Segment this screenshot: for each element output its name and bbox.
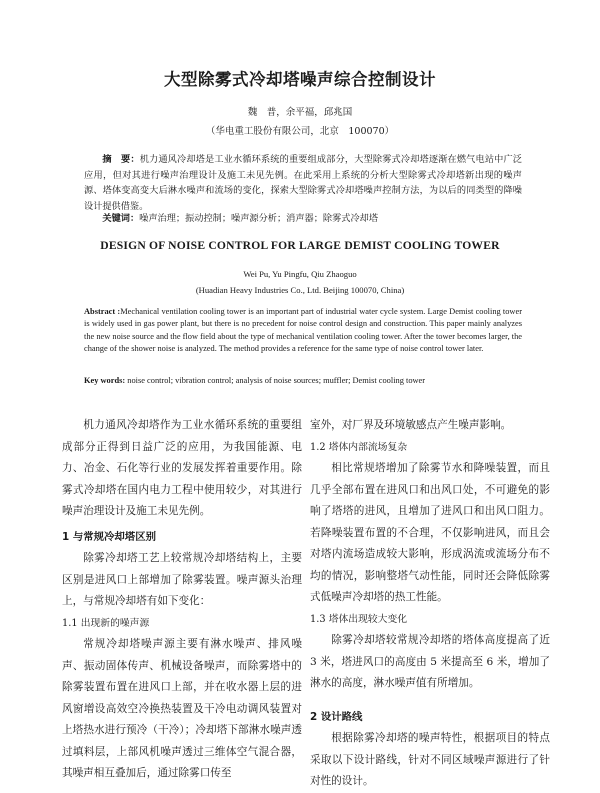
abstract-en-label: Abstract :	[84, 307, 121, 316]
section-1-1-heading: 1.1 出现新的噪声源	[62, 617, 150, 629]
abstract-cn-label: 摘 要：	[102, 154, 140, 165]
section-1-paragraph: 除雾冷却塔工艺上较常规冷却塔结构上，主要区别是进风口上部增加了除雾装置。噪声源头治理上，与常规冷却塔有如下变化：	[62, 552, 302, 607]
title-en: DESIGN OF NOISE CONTROL FOR LARGE DEMIST COOLING TOWER	[100, 239, 500, 252]
keywords-en-label: Key words:	[84, 376, 126, 385]
keywords-en	[84, 375, 522, 387]
section-1-2-heading: 1.2 塔体内部流场复杂	[310, 441, 408, 453]
keywords-cn-text: 噪声治理；振动控制；噪声源分析；消声器；除雾式冷却塔	[139, 213, 379, 224]
continued-paragraph: 室外，对厂界及环境敏感点产生噪声影响。	[310, 419, 512, 431]
section-1-heading: 1 与常规冷却塔区别	[62, 530, 156, 543]
abstract-cn-text: 机力通风冷却塔是工业水循环系统的重要组成部分，大型除雾式冷却塔逐渐在燃气电站中广泛应用，但对其进行噪声治理设计及施工未见先例。在此采用上系统的分析大型除雾式冷却塔新出现的噪声源、塔体变高变大后淋水噪声和流场的变化，探索大型除雾式冷却塔噪声控制方法，为以后的同类型的降噪设计提供借鉴。	[84, 154, 522, 212]
section-1-3-paragraph: 除雾冷却塔较常规冷却塔的塔体高度提高了近 3 米，塔进风口的高度由 5 米提高至 6 米，增加了淋水的高度，淋水噪声值有所增加。	[310, 634, 550, 689]
body-column-right	[310, 415, 550, 793]
section-2-heading: 2 设计路线	[310, 710, 363, 723]
abstract-en	[84, 306, 522, 355]
keywords-en-text: noise control; vibration control; analysis of noise sources; muffler; Demist cooling tower	[125, 376, 426, 385]
affiliation-en: (Huadian Heavy Industries Co., Ltd. Beijing 100070, China)	[195, 285, 405, 295]
section-2-paragraph: 根据除雾冷却塔的噪声特性，根据项目的特点采取以下设计路线，针对不同区域噪声源进行了针对性的设计。	[310, 732, 550, 787]
intro-paragraph: 机力通风冷却塔作为工业水循环系统的重要组成部分正得到日益广泛的应用，为我国能源、电力、冶金、石化等行业的发展发挥着重要作用。除雾式冷却塔在国内电力工程中使用较少，对其进行噪声治理设计及施工未见先例。	[62, 419, 302, 517]
abstract-cn	[84, 152, 522, 214]
abstract-en-text: Mechanical ventilation cooling tower is an important part of industrial water cycle system. Large Demist cooling tower is widely used in gas power plant, but there is no precedent for noise control design and construction. This paper mainly analyzes the new noise source and the flow field about the type of mechanical ventilation cooling tower. After the tower becomes larger, the change of the shower noise is analyzed. The method provides a reference for the same type of noise control tower later.	[84, 307, 522, 353]
authors-en: Wei Pu, Yu Pingfu, Qiu Zhaoguo	[243, 269, 357, 279]
affiliation-cn: （华电重工股份有限公司，北京 100070）	[205, 126, 395, 137]
authors-cn: 魏 普，余平福，邱兆国	[247, 107, 353, 118]
keywords-cn-label: 关键词：	[102, 213, 140, 224]
section-1-2-paragraph: 相比常规塔增加了除雾节水和降噪装置，而且几乎全部布置在进风口和出风口处，不可避免的影响了塔塔的进风，且增加了进风口和出风口阻力。若降噪装置布置的不合理，不仅影响进风，而且会对塔内流场造成较大影响，形成涡流或流场分布不均的情况，影响整塔气动性能，同时还会降低除雾式低噪声冷却塔的热工性能。	[310, 462, 550, 603]
title-cn: 大型除雾式冷却塔噪声综合控制设计	[164, 70, 436, 89]
body-column-left	[62, 415, 302, 785]
section-1-1-paragraph: 常规冷却塔噪声源主要有淋水噪声、排风噪声、振动固体传声、机械设备噪声，而除雾塔中的除雾装置布置在进风口上部，并在收水器上层的进风窗增设高效空冷换热装置及干冷电动调风装置对上塔热水进行预冷（干冷）；冷却塔下部淋水噪声透过填料层，上部风机噪声透过三维体空气混合器，其噪声相互叠加后，通过除雾口传至	[62, 638, 302, 779]
section-1-3-heading: 1.3 塔体出现较大变化	[310, 613, 408, 625]
keywords-cn	[84, 211, 522, 226]
